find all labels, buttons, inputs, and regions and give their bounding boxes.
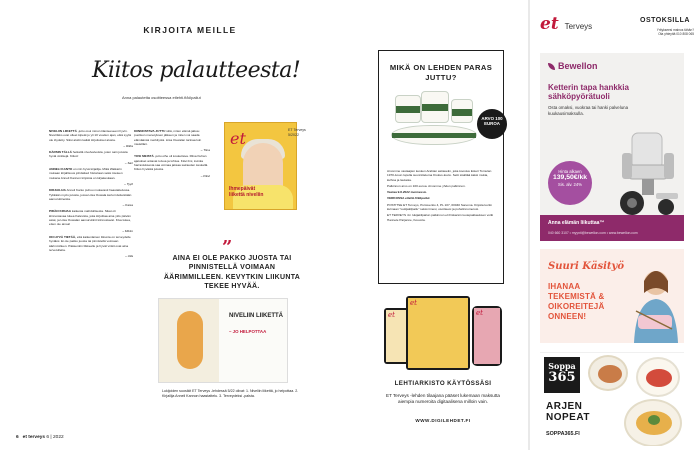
letter: ON HYVÄ TIETÄÄ, että kaikenlainen liikunta on terveydelle hyväksi. Ei ole pakko juosta tai pinnistellä voimaan äärimmilleen. Pääsenkin liikkeelle ja hyvät vinkit ovat aina tervetulleita. (49, 234, 131, 252)
archive-link[interactable]: WWW.DIGILEHDET.FI (415, 418, 471, 423)
letter: KIRJAILIJA Anneli Kanto puhuu mukavasti haastattelussa. Tykkään myös jutusta, jossa Liisa Ouwala kertoi idetteistään aamurutiineista. (49, 188, 132, 201)
ad-headline: ARJEN NOPEAT (546, 401, 590, 423)
ad-text: Osta omaksi, vuokraa tai hanki palveluna kuukausimaksulla. (548, 105, 629, 116)
tablet-center: et (406, 296, 470, 370)
magazine-cover (224, 122, 297, 210)
brand-logo: et Terveys (540, 14, 593, 34)
right-page (530, 0, 694, 450)
ad-footer-bar: Anna elämän liikuttaa™ 040 660 3107 • myynti@bewellon.com • www.bewellon.com (540, 215, 684, 241)
letter-signature: – Ulla (125, 254, 133, 259)
section-title: OSTOKSILLA (640, 17, 690, 24)
archive-text: ET Terveys -lehden tilaajana pääset lukemaan maksutta aiempia numeroita digitaalisena milloin vain. (386, 393, 500, 404)
contest-box (378, 50, 504, 284)
suuri-kasityo-ad[interactable] (540, 249, 684, 343)
letters-column-b (134, 129, 210, 180)
soppa365-ad[interactable] (540, 352, 684, 446)
spread-title: NIVELIIN LIIKETTÄ (229, 313, 283, 319)
contest-text: Palkinnon arvo on 100 euroa. Arvomme yhden palkinnon. (387, 183, 466, 188)
section-header: KIRJOITA MEILLE (143, 25, 237, 35)
magazine-tag: ET Terveys 5/2022 (288, 128, 306, 137)
mug (421, 91, 449, 123)
bewellon-logo: Bewellon (548, 61, 598, 71)
digital-devices-image (384, 294, 504, 372)
letter-signature: – Kaisa (122, 203, 133, 208)
contest-web: VERKOSSA etlehti.fi/kilpailut (387, 196, 430, 201)
prize-badge: ARVO 100 EUROA (477, 109, 507, 139)
letter-signature: – Riitta (123, 143, 133, 148)
leaf-icon (548, 63, 555, 70)
contest-body (387, 169, 497, 224)
contest-text: Arvomme vastaajien kesken Arabian astiasetin, joka koostuu Esteri Tomulan 1970-luvun lopulla suunnittelema Krokus-kuvio. Setti sisältää kaksi mukia, kulhoa ja lautasia. (387, 169, 492, 182)
contest-deadline: Vastaa 9.8.2022 mennessä. (387, 190, 427, 195)
letter: KÄRSIN TÄLLÄ hetkellä nivelvaivoista, joten sain jutusta hyviä vinkkejä. Kiitos! (49, 150, 128, 159)
bewellon-ad[interactable] (540, 53, 684, 241)
page-folio (16, 435, 64, 440)
page-title: Kiitos palautteesta! (92, 58, 301, 83)
letter-signature: – Mikko (122, 228, 133, 233)
folio-brand: et terveys (22, 435, 46, 440)
letter-signature: – Päivi (200, 173, 210, 178)
letter: KIINNOSTAVA JUTTU siitä, miten elämä jatkuu puolison menetyksen jälkeen ja miten voi saada elämäänsä merkitystä. Liisa Ouwalan tarinaa luin mielelläni. (134, 129, 202, 146)
ad-url: SOPPA365.FI (546, 431, 580, 437)
prize-dishes-image (387, 85, 503, 147)
woman-knitting-image (628, 263, 678, 343)
figure-illustration (177, 311, 203, 369)
favorites-caption: Lukijoiden suosikit ET Terveys -lehdessä 5/22 olivat: 1. Niveliin liikettä, jo helpottaa. 2. Kirjailija Anneli Kannon haastattelu. 3. Terveydeksi -palsta. (162, 389, 299, 398)
page-subtitle: Anna palautetta osoitteessa etlehti.fi/kilpailut (122, 95, 201, 100)
contest-winner: ET TERVEYS 4:n lukijakilpailun palkinnon eli Fiskarsin tuotepakkauksen voitti Hannele Parjanne, Kouvola. (387, 213, 494, 222)
contest-title: MIKÄ ON LEHDEN PARAS JUTTU? (389, 63, 493, 82)
section-subtitle: Yritykseesi mainos tähän? Ota yhteyttä 010 808 065 (656, 28, 694, 36)
mug (395, 95, 421, 123)
food-plate-image (588, 355, 628, 391)
contest-post: POSTITSE ET Terveys, Pursiuentio 4, PL 107, 00040 Sanoma. Kirjoita kortin kulmaan "Lukijakilpailu" sekä nimesi, osoitteesi ja puhelinnumerosi. (387, 202, 493, 212)
letter: YKSI MEISTÄ -juttu oihe oli koskettava. Ritva Kuhan ajatukset antavat toivoa ja lohtua. Kävi ilmi, kuinka harrastuksesta saa voimaa jaksaa sairauden keskellä. Kiitos hyvästä jutusta. (134, 154, 209, 172)
archive-title: LEHTIARKISTO KÄYTÖSSÄSI (394, 380, 492, 387)
letter: ANNELI KANTO on niin hyvä kirjailija. Mikä Walkarin mukaan kirjallisuus johdattavi historiaan sekä mieleen mukana Anneli Kannon kirjoista on kirjakeskaan. (49, 167, 123, 180)
suuri-kasityo-logo: Suuri Käsityö (548, 261, 625, 272)
ad-headline: Ketterin tapa hankkia sähköpyörätuoli (548, 83, 629, 102)
food-plate-image (624, 399, 682, 446)
cover-logo: et (230, 129, 246, 148)
letters-column-a (49, 129, 133, 260)
spread-subtitle: – JO HELPOTTAA (229, 329, 267, 334)
ad-slogan: IHANAA TEKEMISTÄ & OIKOREITEJÄ ONNEEN! (548, 282, 605, 321)
quote-mark-icon: ” (222, 237, 233, 258)
cover-headline: Ihmepäivät liikettä niveliin (229, 186, 264, 198)
article-spread-image (158, 298, 288, 383)
soppa365-logo: Soppa 365 (544, 357, 580, 393)
price-badge: Hinta alkaen 139,50€/kk Sis. alv. 24% (548, 161, 592, 205)
letter-signature: – Tiina (200, 148, 210, 153)
wheelchair-image (616, 123, 682, 219)
tablet-left: et (384, 308, 414, 364)
phone-right: et (472, 306, 502, 366)
folio-issue: 6 | 2022 (46, 435, 64, 440)
letter-signature: – Tyyti (124, 181, 133, 186)
pull-quote: AINA EI OLE PAKKO JUOSTA TAI PINNISTELLÄ VOIMAAN ÄÄRIMMILLEEN. KEVYTKIN LIIKUNTA TEKEE HYVÄÄ. (163, 255, 301, 291)
mug (451, 99, 473, 123)
bowl (391, 125, 477, 145)
letter: NIVELIIN LIIKETTÄ -juttu osui minun tilanteeseeni hyvin. Nivelrikko ovat olleet kipeät jo yli 10 vuoden ajan, eikä syytä ole löydetty. Siksi aloitin kaikki kirjoitukset alusta. (49, 129, 132, 142)
letter: PIDÄN KIRJAA kaikesta mahdollisesta. Sikat oli kiinnostavaa lukea Kalevista, joka kirjoittaa aina ylös päivän asiat, ja Liisa Ouwalan aamurutiinit kiinnostavat. Kiva lukea, etten ole ainoa! (49, 209, 131, 227)
letter-signature: – Sari (124, 160, 133, 165)
page-number: 6 (16, 435, 19, 440)
food-plate-image (636, 357, 680, 397)
spread-photo (159, 299, 219, 383)
